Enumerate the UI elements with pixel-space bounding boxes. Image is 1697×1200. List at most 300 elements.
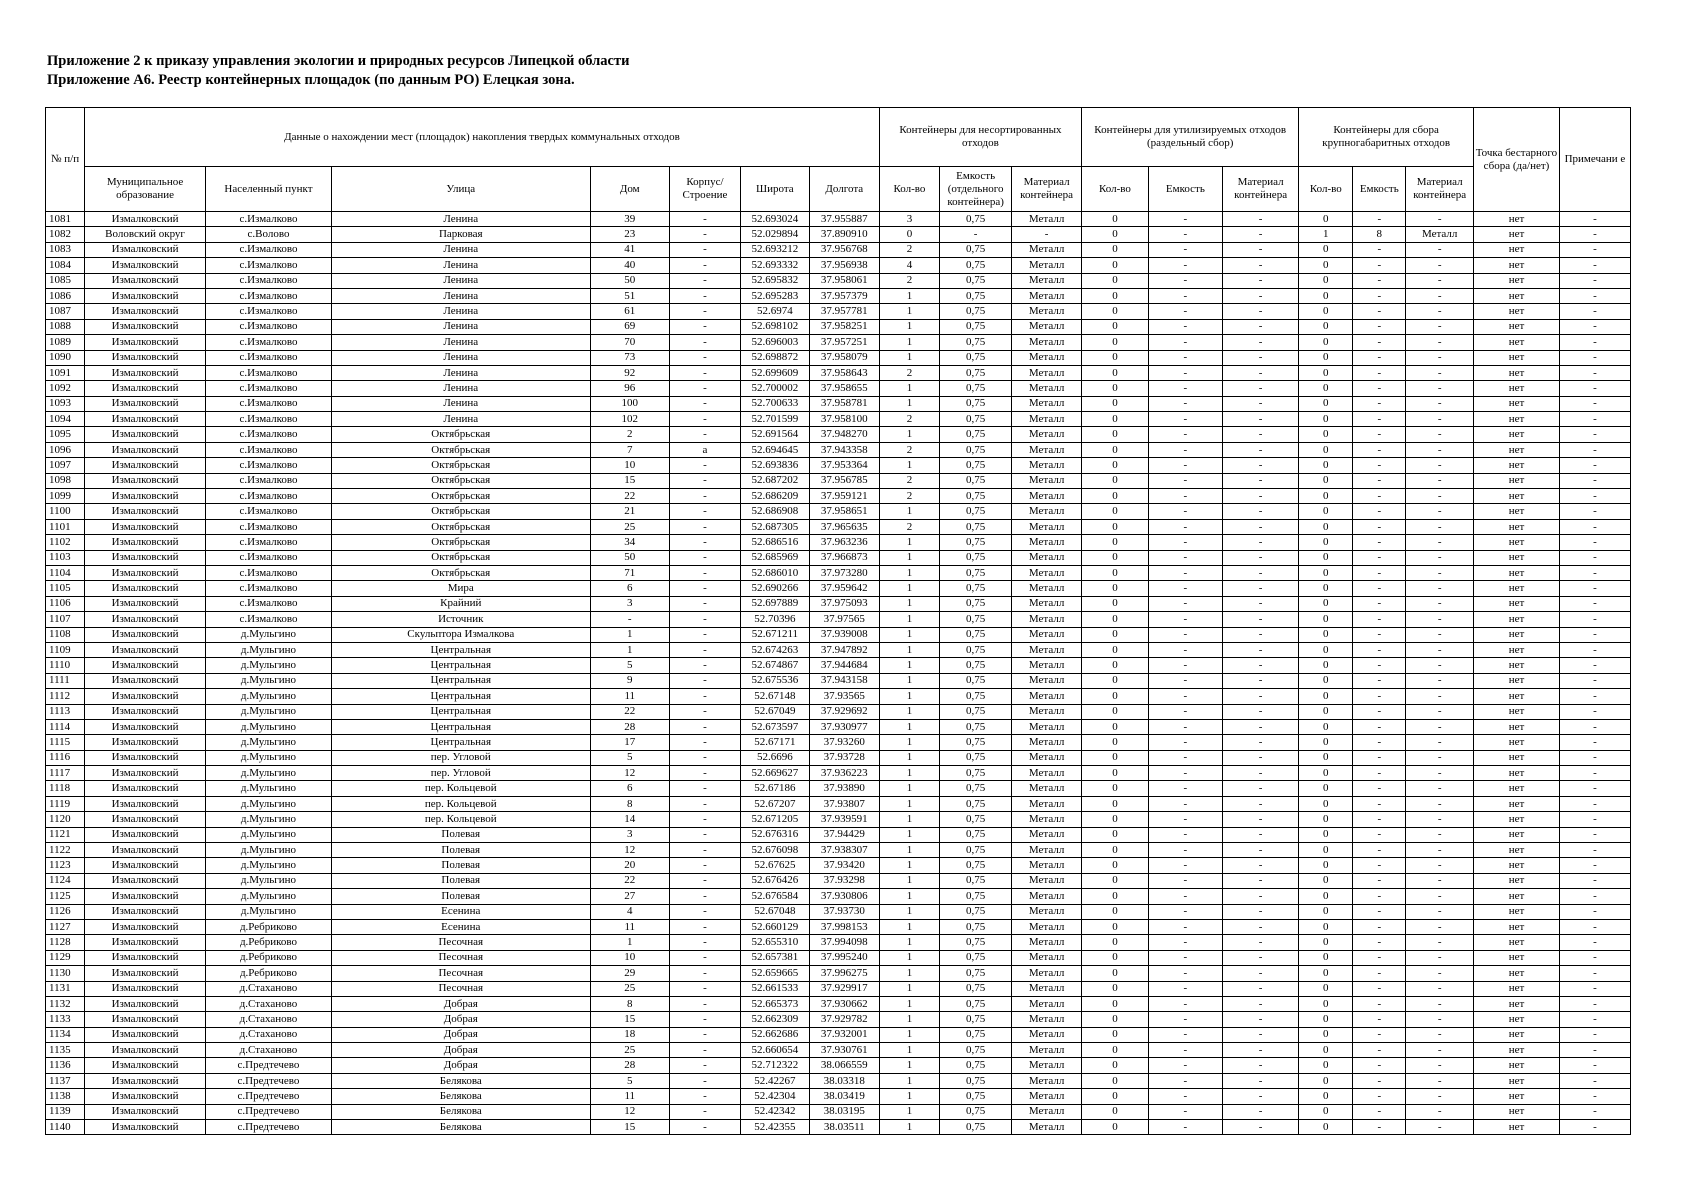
house-cell: 6 (590, 781, 669, 796)
row-number: 1089 (46, 335, 85, 350)
longitude-cell: 37.994098 (809, 935, 879, 950)
longitude-cell: 37.939591 (809, 812, 879, 827)
unsorted-qty-cell: 1 (879, 873, 939, 888)
separate-material-cell: - (1222, 319, 1298, 334)
table-row (46, 735, 1631, 750)
separate-capacity-cell: - (1148, 581, 1222, 596)
collection-point-cell: нет (1474, 1043, 1560, 1058)
separate-material-cell: - (1222, 381, 1298, 396)
separate-capacity-cell: - (1148, 396, 1222, 411)
separate-capacity-cell: - (1148, 781, 1222, 796)
unsorted-material-cell: Металл (1012, 412, 1082, 427)
separate-material-cell: - (1222, 458, 1298, 473)
municipality-cell: Измалковский (85, 273, 206, 288)
longitude-cell: 37.956785 (809, 473, 879, 488)
unsorted-material-cell: Металл (1012, 642, 1082, 657)
unsorted-material-cell: - (1012, 227, 1082, 242)
notes-cell: - (1559, 827, 1630, 842)
unsorted-material-cell: Металл (1012, 442, 1082, 457)
bulky-material-cell: - (1406, 458, 1474, 473)
separate-capacity-cell: - (1148, 812, 1222, 827)
collection-point-cell: нет (1474, 381, 1560, 396)
unsorted-material-cell: Металл (1012, 873, 1082, 888)
street-cell: Центральная (332, 673, 591, 688)
header-house: Дом (590, 167, 669, 212)
latitude-cell: 52.687305 (740, 519, 809, 534)
separate-capacity-cell: - (1148, 627, 1222, 642)
table-row (46, 473, 1631, 488)
settlement-cell: д.Мульгино (205, 796, 331, 811)
municipality-cell: Измалковский (85, 981, 206, 996)
municipality-cell: Измалковский (85, 1104, 206, 1119)
separate-material-cell: - (1222, 565, 1298, 580)
collection-point-cell: нет (1474, 212, 1560, 227)
street-cell: Октябрьская (332, 565, 591, 580)
bulky-capacity-cell: - (1353, 335, 1406, 350)
municipality-cell: Измалковский (85, 350, 206, 365)
unsorted-capacity-cell: 0,75 (940, 627, 1012, 642)
bulky-material-cell: - (1406, 1089, 1474, 1104)
bulky-capacity-cell: - (1353, 581, 1406, 596)
unsorted-capacity-cell: 0,75 (940, 1058, 1012, 1073)
settlement-cell: с.Предтечево (205, 1104, 331, 1119)
row-number: 1093 (46, 396, 85, 411)
table-row (46, 858, 1631, 873)
bulky-capacity-cell: - (1353, 689, 1406, 704)
separate-material-cell: - (1222, 889, 1298, 904)
table-row (46, 673, 1631, 688)
municipality-cell: Воловский округ (85, 227, 206, 242)
unsorted-capacity-cell: 0,75 (940, 212, 1012, 227)
street-cell: Источник (332, 612, 591, 627)
collection-point-cell: нет (1474, 396, 1560, 411)
unsorted-qty-cell: 1 (879, 812, 939, 827)
separate-capacity-cell: - (1148, 1120, 1222, 1135)
unsorted-capacity-cell: 0,75 (940, 1120, 1012, 1135)
bulky-capacity-cell: - (1353, 873, 1406, 888)
settlement-cell: с.Измалково (205, 504, 331, 519)
settlement-cell: д.Мульгино (205, 827, 331, 842)
table-row (46, 919, 1631, 934)
house-cell: 34 (590, 535, 669, 550)
collection-point-cell: нет (1474, 996, 1560, 1011)
collection-point-cell: нет (1474, 550, 1560, 565)
bulky-qty-cell: 0 (1299, 827, 1353, 842)
separate-qty-cell: 0 (1082, 935, 1149, 950)
collection-point-cell: нет (1474, 719, 1560, 734)
bulky-material-cell: - (1406, 796, 1474, 811)
notes-cell: - (1559, 535, 1630, 550)
unsorted-capacity-cell: 0,75 (940, 1104, 1012, 1119)
municipality-cell: Измалковский (85, 565, 206, 580)
longitude-cell: 37.959642 (809, 581, 879, 596)
bulky-capacity-cell: - (1353, 827, 1406, 842)
separate-material-cell: - (1222, 288, 1298, 303)
bulky-material-cell: - (1406, 212, 1474, 227)
notes-cell: - (1559, 781, 1630, 796)
longitude-cell: 37.995240 (809, 950, 879, 965)
unsorted-material-cell: Металл (1012, 565, 1082, 580)
row-number: 1083 (46, 242, 85, 257)
separate-qty-cell: 0 (1082, 796, 1149, 811)
bulky-material-cell: - (1406, 489, 1474, 504)
unsorted-qty-cell: 2 (879, 473, 939, 488)
municipality-cell: Измалковский (85, 950, 206, 965)
bulky-capacity-cell: 8 (1353, 227, 1406, 242)
settlement-cell: с.Измалково (205, 442, 331, 457)
collection-point-cell: нет (1474, 642, 1560, 657)
document-subtitle: Приложение А6. Реестр контейнерных площадок (по данным РО) Елецкая зона. (47, 72, 575, 88)
bulky-qty-cell: 0 (1299, 427, 1353, 442)
separate-material-cell: - (1222, 689, 1298, 704)
separate-capacity-cell: - (1148, 996, 1222, 1011)
settlement-cell: с.Предтечево (205, 1089, 331, 1104)
settlement-cell: с.Измалково (205, 565, 331, 580)
house-cell: 15 (590, 1120, 669, 1135)
bulky-material-cell: - (1406, 735, 1474, 750)
house-cell: 6 (590, 581, 669, 596)
separate-capacity-cell: - (1148, 766, 1222, 781)
street-cell: Есенина (332, 904, 591, 919)
bulky-material-cell: - (1406, 719, 1474, 734)
bulky-material-cell: - (1406, 319, 1474, 334)
bulky-capacity-cell: - (1353, 996, 1406, 1011)
bulky-material-cell: - (1406, 966, 1474, 981)
building-cell: - (669, 735, 740, 750)
latitude-cell: 52.67186 (740, 781, 809, 796)
municipality-cell: Измалковский (85, 335, 206, 350)
unsorted-material-cell: Металл (1012, 473, 1082, 488)
row-number: 1081 (46, 212, 85, 227)
street-cell: Белякова (332, 1073, 591, 1088)
header-longitude: Долгота (809, 167, 879, 212)
building-cell: - (669, 858, 740, 873)
notes-cell: - (1559, 904, 1630, 919)
bulky-capacity-cell: - (1353, 612, 1406, 627)
longitude-cell: 37.966873 (809, 550, 879, 565)
street-cell: Октябрьская (332, 489, 591, 504)
unsorted-qty-cell: 1 (879, 796, 939, 811)
collection-point-cell: нет (1474, 365, 1560, 380)
unsorted-material-cell: Металл (1012, 950, 1082, 965)
separate-material-cell: - (1222, 489, 1298, 504)
unsorted-qty-cell: 3 (879, 212, 939, 227)
collection-point-cell: нет (1474, 242, 1560, 257)
header-settlement: Населенный пункт (205, 167, 331, 212)
building-cell: - (669, 1104, 740, 1119)
building-cell: - (669, 1089, 740, 1104)
building-cell: - (669, 766, 740, 781)
separate-qty-cell: 0 (1082, 442, 1149, 457)
header-collection-point: Точка бестарного сбора (да/нет) (1474, 108, 1560, 212)
house-cell: 29 (590, 966, 669, 981)
notes-cell: - (1559, 1089, 1630, 1104)
header-unsorted-capacity: Емкость (отдельного контейнера) (940, 167, 1012, 212)
bulky-material-cell: - (1406, 812, 1474, 827)
municipality-cell: Измалковский (85, 473, 206, 488)
notes-cell: - (1559, 489, 1630, 504)
separate-capacity-cell: - (1148, 550, 1222, 565)
unsorted-capacity-cell: 0,75 (940, 689, 1012, 704)
municipality-cell: Измалковский (85, 812, 206, 827)
longitude-cell: 38.03511 (809, 1120, 879, 1135)
settlement-cell: д.Мульгино (205, 812, 331, 827)
unsorted-qty-cell: 1 (879, 335, 939, 350)
separate-material-cell: - (1222, 704, 1298, 719)
latitude-cell: 52.693836 (740, 458, 809, 473)
municipality-cell: Измалковский (85, 735, 206, 750)
building-cell: - (669, 1012, 740, 1027)
unsorted-qty-cell: 1 (879, 565, 939, 580)
bulky-qty-cell: 0 (1299, 473, 1353, 488)
separate-material-cell: - (1222, 935, 1298, 950)
street-cell: пер. Угловой (332, 750, 591, 765)
longitude-cell: 37.956768 (809, 242, 879, 257)
bulky-qty-cell: 0 (1299, 950, 1353, 965)
municipality-cell: Измалковский (85, 504, 206, 519)
longitude-cell: 37.929692 (809, 704, 879, 719)
collection-point-cell: нет (1474, 458, 1560, 473)
street-cell: Ленина (332, 396, 591, 411)
separate-material-cell: - (1222, 812, 1298, 827)
row-number: 1128 (46, 935, 85, 950)
bulky-qty-cell: 0 (1299, 889, 1353, 904)
street-cell: Ленина (332, 412, 591, 427)
unsorted-qty-cell: 2 (879, 519, 939, 534)
table-row (46, 873, 1631, 888)
unsorted-qty-cell: 1 (879, 319, 939, 334)
unsorted-material-cell: Металл (1012, 1043, 1082, 1058)
municipality-cell: Измалковский (85, 288, 206, 303)
house-cell: 25 (590, 519, 669, 534)
building-cell: - (669, 627, 740, 642)
separate-material-cell: - (1222, 612, 1298, 627)
house-cell: 5 (590, 1073, 669, 1088)
table-row (46, 212, 1631, 227)
table-row (46, 704, 1631, 719)
bulky-capacity-cell: - (1353, 242, 1406, 257)
separate-qty-cell: 0 (1082, 766, 1149, 781)
unsorted-capacity-cell: 0,75 (940, 673, 1012, 688)
table-row (46, 889, 1631, 904)
longitude-cell: 37.93298 (809, 873, 879, 888)
street-cell: Центральная (332, 642, 591, 657)
collection-point-cell: нет (1474, 489, 1560, 504)
row-number: 1084 (46, 258, 85, 273)
house-cell: 11 (590, 689, 669, 704)
unsorted-qty-cell: 1 (879, 996, 939, 1011)
collection-point-cell: нет (1474, 427, 1560, 442)
building-cell: - (669, 642, 740, 657)
collection-point-cell: нет (1474, 442, 1560, 457)
building-cell: - (669, 781, 740, 796)
house-cell: 71 (590, 565, 669, 580)
longitude-cell: 37.975093 (809, 596, 879, 611)
bulky-capacity-cell: - (1353, 1073, 1406, 1088)
unsorted-qty-cell: 1 (879, 704, 939, 719)
unsorted-material-cell: Металл (1012, 396, 1082, 411)
collection-point-cell: нет (1474, 858, 1560, 873)
building-cell: - (669, 996, 740, 1011)
table-row (46, 519, 1631, 534)
separate-material-cell: - (1222, 258, 1298, 273)
collection-point-cell: нет (1474, 1120, 1560, 1135)
separate-capacity-cell: - (1148, 889, 1222, 904)
bulky-material-cell: - (1406, 981, 1474, 996)
separate-capacity-cell: - (1148, 288, 1222, 303)
separate-material-cell: - (1222, 827, 1298, 842)
unsorted-qty-cell: 1 (879, 396, 939, 411)
row-number: 1090 (46, 350, 85, 365)
bulky-qty-cell: 0 (1299, 704, 1353, 719)
settlement-cell: с.Предтечево (205, 1058, 331, 1073)
house-cell: 14 (590, 812, 669, 827)
bulky-capacity-cell: - (1353, 1043, 1406, 1058)
bulky-material-cell: - (1406, 642, 1474, 657)
row-number: 1135 (46, 1043, 85, 1058)
municipality-cell: Измалковский (85, 796, 206, 811)
building-cell: - (669, 535, 740, 550)
separate-capacity-cell: - (1148, 212, 1222, 227)
notes-cell: - (1559, 242, 1630, 257)
bulky-capacity-cell: - (1353, 473, 1406, 488)
separate-qty-cell: 0 (1082, 427, 1149, 442)
unsorted-capacity-cell: 0,75 (940, 288, 1012, 303)
row-number: 1115 (46, 735, 85, 750)
table-row (46, 273, 1631, 288)
unsorted-capacity-cell: 0,75 (940, 1043, 1012, 1058)
collection-point-cell: нет (1474, 843, 1560, 858)
collection-point-cell: нет (1474, 596, 1560, 611)
table-row (46, 627, 1631, 642)
notes-cell: - (1559, 1073, 1630, 1088)
street-cell: Полевая (332, 873, 591, 888)
table-row (46, 258, 1631, 273)
notes-cell: - (1559, 889, 1630, 904)
bulky-qty-cell: 0 (1299, 1104, 1353, 1119)
municipality-cell: Измалковский (85, 689, 206, 704)
unsorted-material-cell: Металл (1012, 689, 1082, 704)
separate-qty-cell: 0 (1082, 689, 1149, 704)
notes-cell: - (1559, 319, 1630, 334)
separate-material-cell: - (1222, 658, 1298, 673)
separate-capacity-cell: - (1148, 612, 1222, 627)
settlement-cell: д.Мульгино (205, 658, 331, 673)
street-cell: пер. Кольцевой (332, 796, 591, 811)
bulky-qty-cell: 0 (1299, 489, 1353, 504)
bulky-material-cell: - (1406, 581, 1474, 596)
notes-cell: - (1559, 919, 1630, 934)
latitude-cell: 52.42342 (740, 1104, 809, 1119)
notes-cell: - (1559, 812, 1630, 827)
longitude-cell: 37.955887 (809, 212, 879, 227)
unsorted-qty-cell: 1 (879, 550, 939, 565)
row-number: 1130 (46, 966, 85, 981)
unsorted-qty-cell: 1 (879, 1043, 939, 1058)
bulky-capacity-cell: - (1353, 396, 1406, 411)
street-cell: Добрая (332, 1058, 591, 1073)
separate-material-cell: - (1222, 904, 1298, 919)
bulky-capacity-cell: - (1353, 365, 1406, 380)
unsorted-qty-cell: 1 (879, 658, 939, 673)
bulky-capacity-cell: - (1353, 565, 1406, 580)
building-cell: - (669, 473, 740, 488)
collection-point-cell: нет (1474, 1073, 1560, 1088)
separate-capacity-cell: - (1148, 689, 1222, 704)
unsorted-capacity-cell: 0,75 (940, 1012, 1012, 1027)
bulky-qty-cell: 0 (1299, 1089, 1353, 1104)
unsorted-material-cell: Металл (1012, 1089, 1082, 1104)
settlement-cell: д.Ребриково (205, 966, 331, 981)
unsorted-capacity-cell: 0,75 (940, 458, 1012, 473)
longitude-cell: 37.929917 (809, 981, 879, 996)
separate-material-cell: - (1222, 1089, 1298, 1104)
house-cell: 3 (590, 827, 669, 842)
house-cell: 5 (590, 658, 669, 673)
row-number: 1109 (46, 642, 85, 657)
row-number: 1131 (46, 981, 85, 996)
longitude-cell: 37.957251 (809, 335, 879, 350)
notes-cell: - (1559, 1043, 1630, 1058)
building-cell: - (669, 673, 740, 688)
street-cell: Октябрьская (332, 458, 591, 473)
bulky-qty-cell: 0 (1299, 919, 1353, 934)
street-cell: Полевая (332, 858, 591, 873)
bulky-qty-cell: 0 (1299, 273, 1353, 288)
municipality-cell: Измалковский (85, 889, 206, 904)
settlement-cell: с.Измалково (205, 473, 331, 488)
table-row (46, 550, 1631, 565)
separate-capacity-cell: - (1148, 473, 1222, 488)
bulky-material-cell: - (1406, 658, 1474, 673)
bulky-qty-cell: 0 (1299, 1012, 1353, 1027)
longitude-cell: 37.958643 (809, 365, 879, 380)
bulky-material-cell: - (1406, 781, 1474, 796)
unsorted-capacity-cell: 0,75 (940, 1027, 1012, 1042)
collection-point-cell: нет (1474, 750, 1560, 765)
header-separate-capacity: Емкость (1148, 167, 1222, 212)
unsorted-qty-cell: 1 (879, 719, 939, 734)
latitude-cell: 52.67207 (740, 796, 809, 811)
unsorted-material-cell: Металл (1012, 242, 1082, 257)
building-cell: - (669, 519, 740, 534)
unsorted-qty-cell: 1 (879, 889, 939, 904)
separate-qty-cell: 0 (1082, 612, 1149, 627)
bulky-material-cell: Металл (1406, 227, 1474, 242)
separate-material-cell: - (1222, 365, 1298, 380)
settlement-cell: с.Измалково (205, 335, 331, 350)
building-cell: - (669, 1043, 740, 1058)
building-cell: - (669, 227, 740, 242)
house-cell: 2 (590, 427, 669, 442)
settlement-cell: с.Измалково (205, 396, 331, 411)
settlement-cell: с.Измалково (205, 427, 331, 442)
table-row (46, 843, 1631, 858)
municipality-cell: Измалковский (85, 1012, 206, 1027)
bulky-material-cell: - (1406, 335, 1474, 350)
settlement-cell: д.Мульгино (205, 873, 331, 888)
latitude-cell: 52.700002 (740, 381, 809, 396)
bulky-qty-cell: 0 (1299, 442, 1353, 457)
street-cell: Центральная (332, 735, 591, 750)
unsorted-material-cell: Металл (1012, 519, 1082, 534)
house-cell: 25 (590, 981, 669, 996)
separate-capacity-cell: - (1148, 242, 1222, 257)
unsorted-capacity-cell: 0,75 (940, 919, 1012, 934)
collection-point-cell: нет (1474, 535, 1560, 550)
separate-material-cell: - (1222, 858, 1298, 873)
table-row (46, 1012, 1631, 1027)
